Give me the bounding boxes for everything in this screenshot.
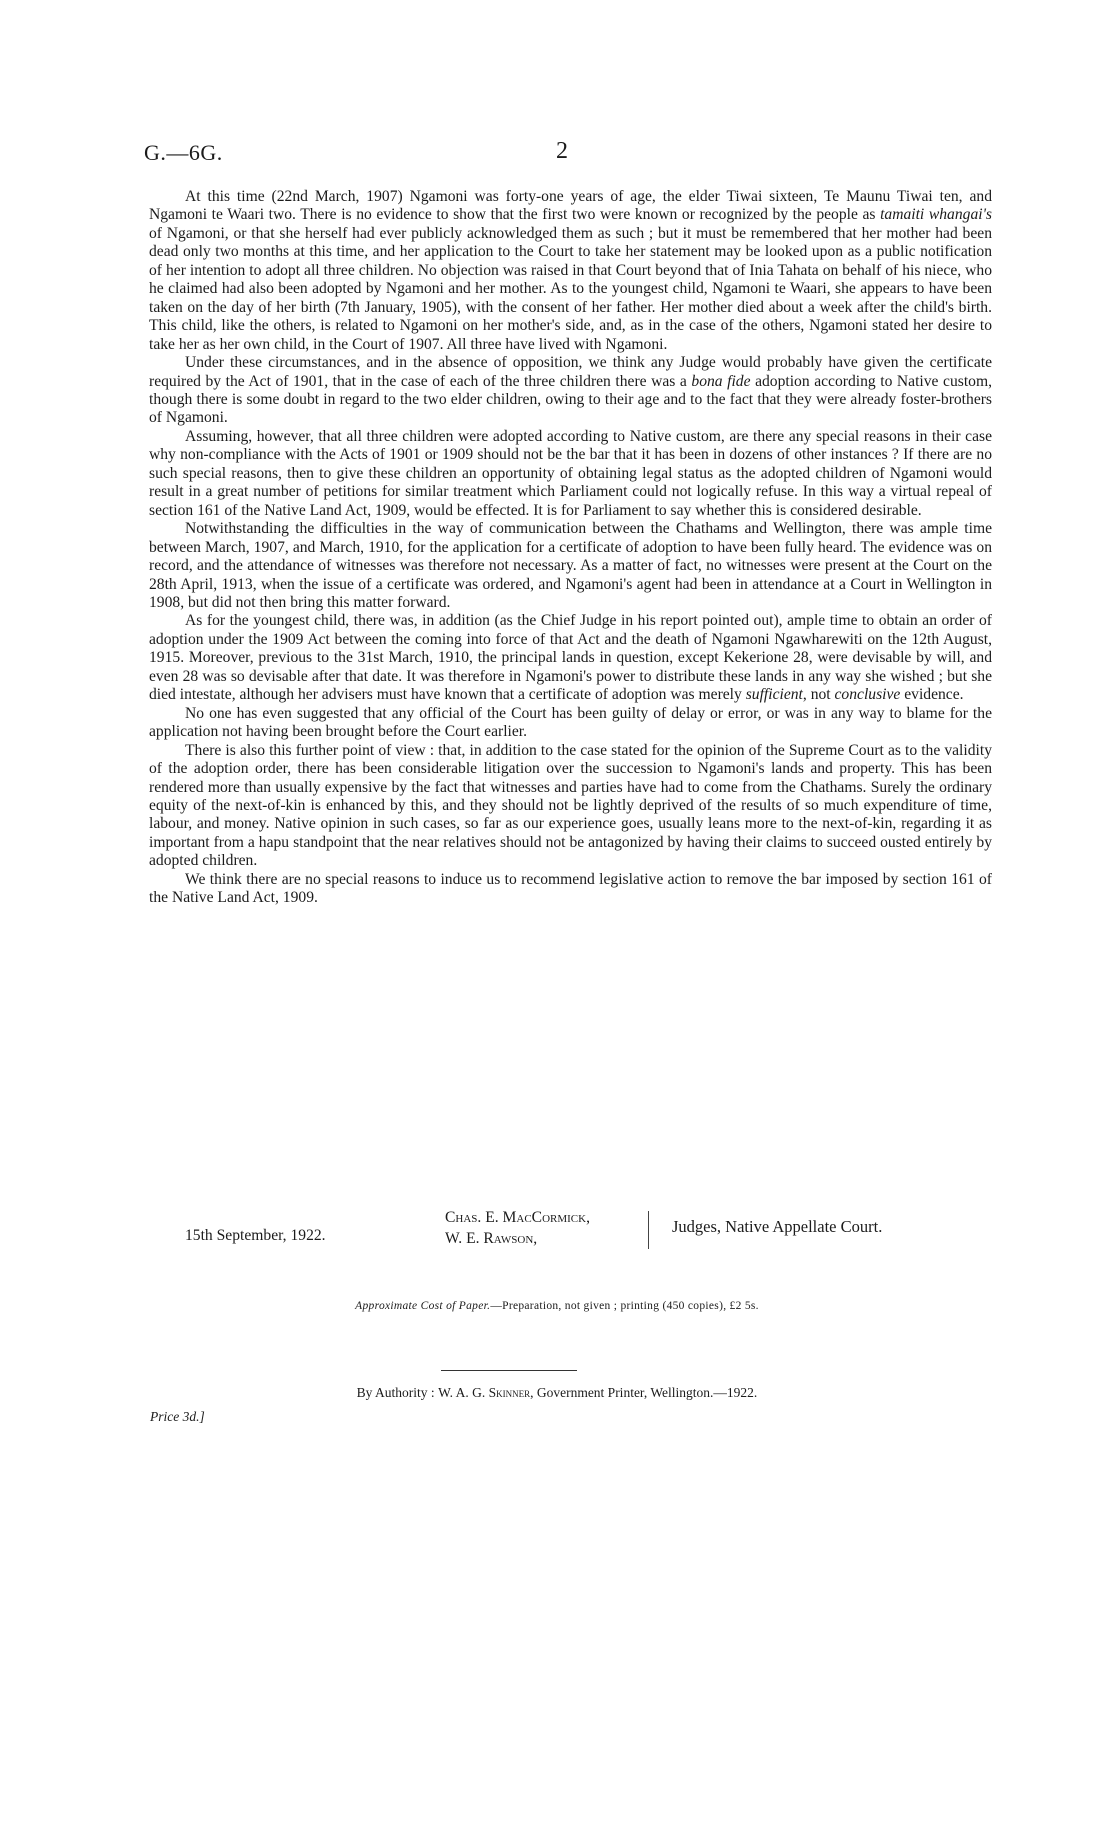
- paragraph: There is also this further point of view : that, in addition to the case stated for the opinion of the Supreme Court as to the validity of the adoption order, there has been considerable litigation over the succession to Ngamoni's lands and property. This has been rendered more than usually expensive by the fact that witnesses and parties have had to come from the Chathams. Surely the ordinary equity of the next-of-kin is enhanced by this, and they should not be lightly deprived of the results of so much expenditure of time, labour, and money. Native opinion in such cases, so far as our experience goes, usually leans more to the next-of-kin, regarding it as important from a hapu standpoint that the near relatives should not be antagonized by having their claims to succeed ousted entirely by adopted children.: [149, 741, 992, 870]
- authority-prefix: By Authority :: [356, 1385, 435, 1400]
- signature-date: 15th September, 1922.: [185, 1227, 326, 1244]
- price-note: Price 3d.]: [150, 1409, 205, 1424]
- signatory-name: W. E. Rawson,: [445, 1230, 538, 1247]
- paragraph: We think there are no special reasons to induce us to recommend legislative action to remove the bar imposed by section 161 of the Native Land Act, 1909.: [149, 870, 992, 907]
- page-number: 2: [556, 138, 568, 164]
- paragraph: As for the youngest child, there was, in addition (as the Chief Judge in his report pointed out), ample time to obtain an order of adoption under the 1909 Act between the coming into force of that Act and the death of Ngamoni Ngawharewiti on the 12th August, 1915. Moreover, previous to the 31st March, 1910, the principal lands in question, except Kekerione 28, were devisable by will, and even 28 was so devisable after that date. It was therefore in Ngamoni's power to distribute these lands in any way she wished ; but she died intestate, although her advisers must have known that a certificate of adoption was merely sufficient, not conclusive evidence.: [149, 612, 992, 704]
- signature-brace: [648, 1211, 655, 1249]
- cost-note-detail: —Preparation, not given ; printing (450 copies), £2 5s.: [490, 1300, 759, 1312]
- divider-rule: [441, 1370, 577, 1371]
- paragraph: At this time (22nd March, 1907) Ngamoni was forty-one years of age, the elder Tiwai sixteen, Te Maunu Tiwai ten, and Ngamoni te Waari two. There is no evidence to show that the first two were known or recognized by the people as tamaiti whangai's of Ngamoni, or that she herself had ever publicly acknowledged them as such ; but it must be remembered that her mother had been dead only two months at this time, and her application to the Court to take her statement may be looked upon as a public notification of her intention to adopt all three children. No objection was raised in that Court beyond that of Inia Tahata on behalf of his niece, who he claimed had also been adopted by Ngamoni and her mother. As to the youngest child, Ngamoni te Waari, she appears to have been taken on the day of her birth (7th January, 1905), with the consent of her father. Her mother died about a week after the child's birth. This child, like the others, is related to Ngamoni on her mother's side, and, as in the case of the others, Ngamoni stated her desire to take her as her own child, in the Court of 1907. All three have lived with Ngamoni.: [149, 188, 992, 353]
- emphasis: tamaiti whangai's: [880, 206, 992, 224]
- paragraph: Notwithstanding the difficulties in the way of communication between the Chathams and Wellington, there was ample time between March, 1907, and March, 1910, for the application for a certificate of adoption to have been fully heard. The evidence was on record, and the attendance of witnesses was therefore not necessary. As a matter of fact, no witnesses were present at the Court on the 28th April, 1913, when the issue of a certificate was ordered, and Ngamoni's agent had been in attendance at a Court in Wellington in 1908, but did not then bring this matter forward.: [149, 520, 992, 611]
- emphasis: conclusive: [834, 686, 901, 704]
- body-text: [149, 188, 992, 908]
- signatory-role: Judges, Native Appellate Court.: [672, 1217, 883, 1236]
- paragraph: Under these circumstances, and in the absence of opposition, we think any Judge would probably have given the certificate required by the Act of 1901, that in the case of each of the three children there was a bona fide adoption according to Native custom, though there is some doubt in regard to the two elder children, owing to their age and to the fact that they were already foster-brothers of Ngamoni.: [149, 354, 992, 427]
- signatory-names: [445, 1207, 590, 1249]
- emphasis: sufficient: [745, 686, 803, 704]
- cost-note: [0, 1300, 1114, 1312]
- paragraph: No one has even suggested that any official of the Court has been guilty of delay or error, or was in any way to blame for the application not having been brought before the Court earlier.: [149, 704, 992, 741]
- running-head: G.—6G.: [144, 140, 223, 165]
- paragraph: Assuming, however, that all three children were adopted according to Native custom, are there any special reasons in their case why non-compliance with the Acts of 1901 or 1909 should not be the bar that it has been in dozens of other instances ? If there are no such special reasons, then to give these children an opportunity of obtaining legal status as the adopted children of Ngamoni would result in a great number of petitions for similar treatment which Parliament could not logically refuse. In this way a virtual repeal of section 161 of the Native Land Act, 1909, would be effected. It is for Parliament to say whether this is considered desirable.: [149, 427, 992, 519]
- emphasis: bona fide: [691, 372, 751, 390]
- printer-authority: [0, 1385, 1114, 1401]
- signature-block: [149, 1205, 992, 1257]
- signatory-name: Chas. E. MacCormick,: [445, 1209, 590, 1226]
- printer-name: W. A. G. Skinner,: [438, 1385, 534, 1400]
- printer-detail: Government Printer, Wellington.—1922.: [536, 1385, 758, 1400]
- cost-note-lead: Approximate Cost of Paper.: [355, 1300, 491, 1312]
